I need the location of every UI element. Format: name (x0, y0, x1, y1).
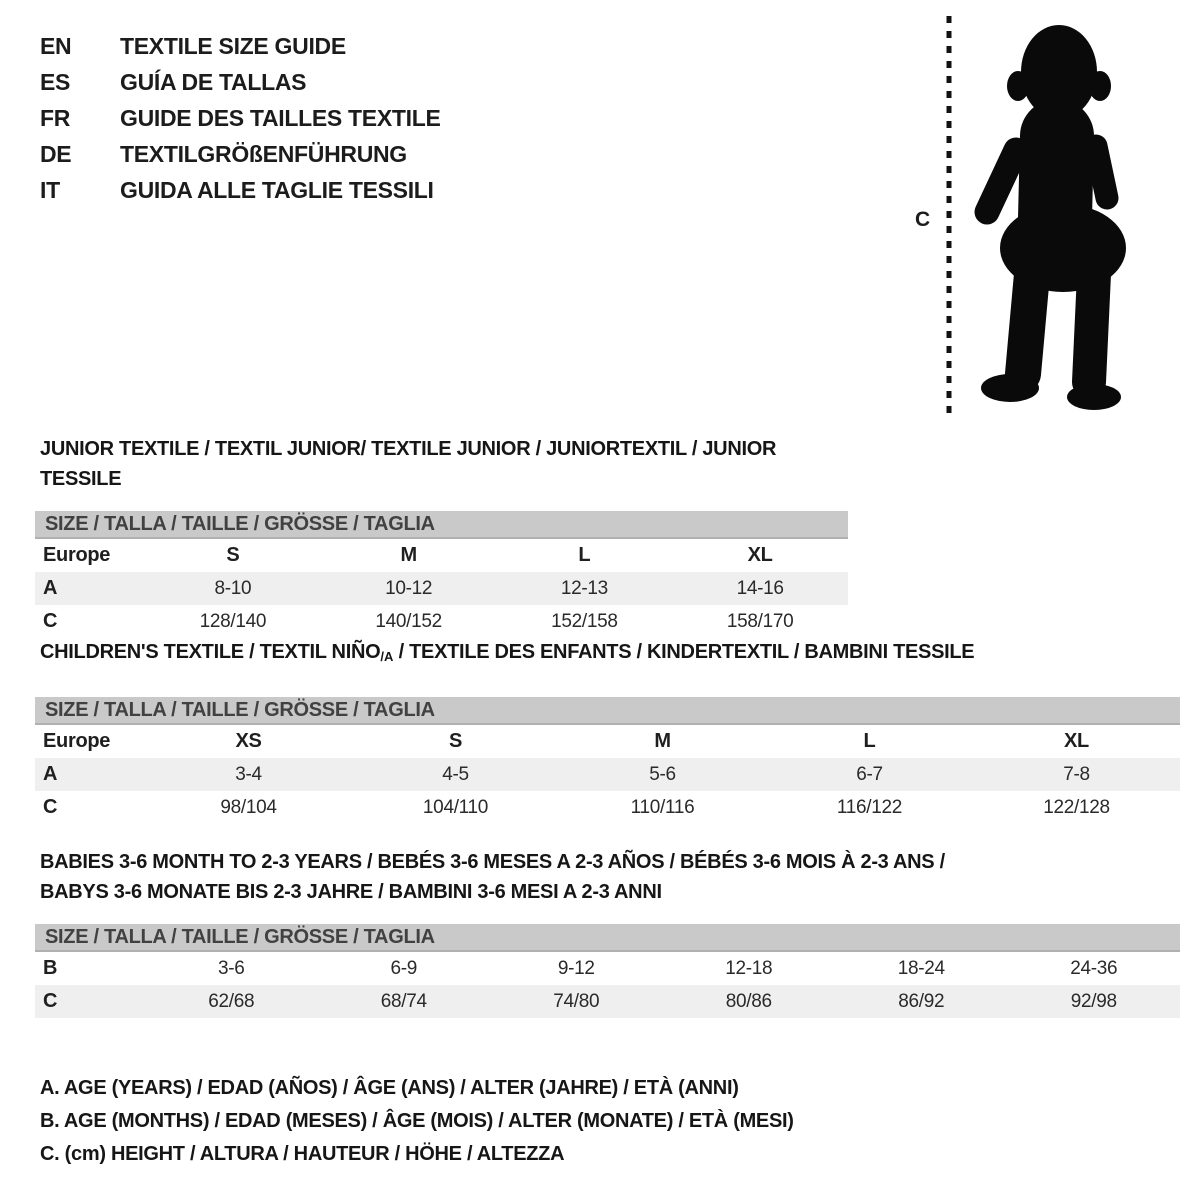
row-cell: XL (1064, 730, 1089, 752)
section-title (35, 847, 1180, 907)
language-title: TEXTILGRÖßENFÜHRUNG (120, 140, 407, 167)
language-title: TEXTILE SIZE GUIDE (120, 32, 346, 59)
row-cell: 9-12 (557, 957, 595, 979)
row-cell: 68/74 (380, 990, 427, 1012)
table-row (35, 985, 1180, 1018)
table-row (35, 758, 1180, 791)
row-cell: 92/98 (1070, 990, 1117, 1012)
children-textile-section (35, 637, 1180, 824)
row-cell: L (578, 544, 591, 566)
row-cell: XL (747, 544, 773, 566)
table-size-header: SIZE / TALLA / TAILLE / GRÖSSE / TAGLIA (35, 697, 1180, 725)
row-cell: 152/158 (551, 610, 618, 632)
language-title: GUIDA ALLE TAGLIE TESSILI (120, 176, 434, 203)
table-row (35, 605, 848, 638)
section-title-line (40, 434, 848, 494)
row-cell: XS (235, 730, 262, 752)
row-cell: 104/110 (422, 796, 489, 818)
row-cell: 24-36 (1070, 957, 1118, 979)
row-cell: 12-13 (560, 577, 608, 599)
table-row (35, 725, 1180, 758)
section-title-line (40, 847, 1180, 877)
row-cell: 12-18 (725, 957, 773, 979)
table-row (35, 952, 1180, 985)
row-label: C (43, 796, 58, 818)
row-cell: 3-4 (235, 763, 262, 785)
row-label: B (43, 957, 58, 979)
table-size-header: SIZE / TALLA / TAILLE / GRÖSSE / TAGLIA (35, 511, 848, 539)
row-label: C (43, 610, 58, 632)
row-cell: 122/128 (1043, 796, 1110, 818)
row-cell: 158/170 (726, 610, 794, 632)
language-row (40, 64, 441, 100)
row-cell: M (654, 730, 671, 752)
section-title-text: BABYS 3-6 MONATE BIS 2-3 JAHRE / BAMBINI 3-6 MESI A 2-3 ANNI (40, 881, 662, 903)
section-title-line (40, 637, 1180, 672)
row-cell: 14-16 (736, 577, 784, 599)
row-cell: 128/140 (199, 610, 267, 632)
row-cell: L (863, 730, 876, 752)
row-cell: 18-24 (897, 957, 945, 979)
row-cell: 140/152 (375, 610, 442, 632)
children-size-table (35, 697, 1180, 824)
row-label: Europe (43, 544, 111, 566)
section-title-text: CHILDREN'S TEXTILE / TEXTIL NIÑO (40, 641, 381, 663)
language-code: DE (40, 140, 72, 167)
row-cell: 74/80 (553, 990, 600, 1012)
row-cell: 6-9 (390, 957, 418, 979)
height-measure-label: C (915, 208, 930, 231)
toddler-silhouette-icon (960, 22, 1150, 420)
language-title: GUIDE DES TAILLES TEXTILE (120, 104, 441, 131)
language-code: IT (40, 176, 60, 203)
table-size-header: SIZE / TALLA / TAILLE / GRÖSSE / TAGLIA (35, 924, 1180, 952)
section-title-line (40, 877, 1180, 907)
legend-line: C. (cm) HEIGHT / ALTURA / HAUTEUR / HÖHE / ALTEZZA (40, 1143, 565, 1165)
row-cell: 3-6 (217, 957, 245, 979)
height-figure (880, 0, 1180, 430)
row-cell: S (226, 544, 240, 566)
measurement-legend (40, 1072, 794, 1171)
section-title (35, 637, 1180, 672)
language-code: FR (40, 104, 71, 131)
row-cell: M (400, 544, 417, 566)
table-row (35, 539, 848, 572)
junior-textile-section (35, 434, 848, 638)
height-dashed-line-icon (946, 16, 952, 420)
row-cell: 86/92 (898, 990, 945, 1012)
row-cell: 7-8 (1063, 763, 1090, 785)
row-cell: 10-12 (385, 577, 433, 599)
babies-size-table (35, 924, 1180, 1018)
section-title-text: BABIES 3-6 MONTH TO 2-3 YEARS / BEBÉS 3-6 MESES A 2-3 AÑOS / BÉBÉS 3-6 MOIS À 2-3 ANS / (40, 851, 945, 873)
row-cell: S (448, 730, 463, 752)
row-label: A (43, 763, 58, 785)
row-cell: 62/68 (208, 990, 255, 1012)
row-cell: 80/86 (725, 990, 772, 1012)
row-cell: 6-7 (856, 763, 883, 785)
junior-size-table (35, 511, 848, 638)
language-row (40, 100, 441, 136)
row-label: C (43, 990, 58, 1012)
row-cell: 116/122 (836, 796, 903, 818)
legend-line: B. AGE (MONTHS) / EDAD (MESES) / ÂGE (MOIS) / ALTER (MONATE) / ETÀ (MESI) (40, 1110, 794, 1132)
section-title (35, 434, 848, 494)
legend-line: A. AGE (YEARS) / EDAD (AÑOS) / ÂGE (ANS) / ALTER (JAHRE) / ETÀ (ANNI) (40, 1077, 739, 1099)
row-label: A (43, 577, 58, 599)
section-title-text: / TEXTILE DES ENFANTS / KINDERTEXTIL / BAMBINI TESSILE (393, 641, 975, 663)
babies-textile-section (35, 847, 1180, 1018)
table-row (35, 572, 848, 605)
row-cell: 8-10 (214, 577, 252, 599)
language-row (40, 28, 441, 64)
language-row (40, 136, 441, 172)
section-title-text: /A (380, 649, 394, 664)
row-cell: 5-6 (649, 763, 676, 785)
row-cell: 110/116 (630, 796, 695, 818)
language-row (40, 172, 441, 208)
row-cell: 98/104 (220, 796, 277, 818)
language-title: GUÍA DE TALLAS (120, 68, 307, 95)
language-title-list (40, 28, 441, 208)
row-cell: 4-5 (442, 763, 469, 785)
section-title-text: JUNIOR TEXTILE / TEXTIL JUNIOR/ TEXTILE JUNIOR / JUNIORTEXTIL / JUNIOR TESSILE (40, 438, 777, 490)
table-row (35, 791, 1180, 824)
language-code: EN (40, 32, 72, 59)
language-code: ES (40, 68, 71, 95)
row-label: Europe (43, 730, 111, 752)
